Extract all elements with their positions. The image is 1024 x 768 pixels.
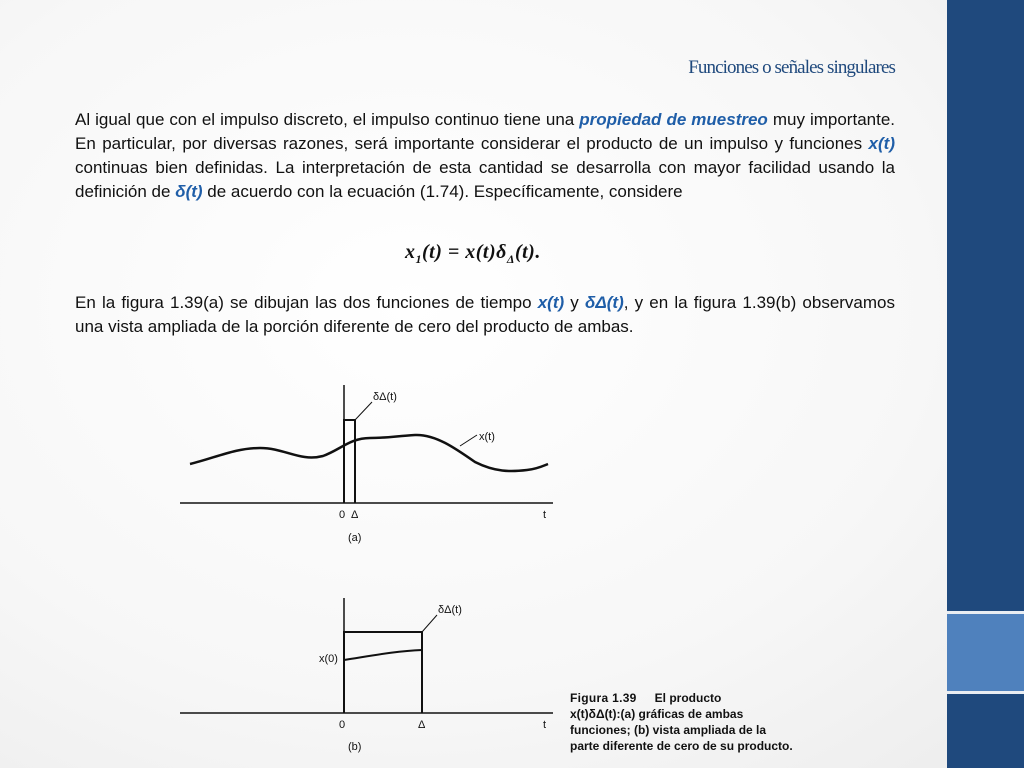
eq-part: (t). [514, 241, 541, 263]
slide-title: Funciones o señales singulares [688, 57, 895, 78]
emphasis: δ(t) [175, 182, 203, 201]
label-x0: x(0) [319, 653, 338, 665]
text: y [564, 293, 585, 312]
text: de acuerdo con la ecuación (1.74). Específicamente, considere [202, 182, 683, 201]
delta-pulse [344, 632, 422, 713]
figure-1-39 [165, 380, 565, 768]
emphasis: propiedad de muestreo [579, 110, 768, 129]
eq-part: (t) = x(t)δ [422, 241, 507, 263]
tick-delta-b: Δ [418, 719, 426, 731]
tick-zero-b: 0 [339, 719, 346, 731]
eq-subscript: Δ [506, 252, 515, 266]
eq-part: x [405, 241, 416, 263]
leader-delta [422, 615, 437, 632]
text: continuas bien definidas. La interpretación de esta cantidad se desarrolla con mayor facilidad usando la definición de [75, 158, 895, 201]
text: , y en la figura 1.39(b) observamos una vista ampliada de la porción diferente de cero del producto de ambas. [75, 293, 896, 336]
leader-delta [355, 402, 372, 420]
caption-text: x(t)δΔ(t):(a) gráficas de ambas funciones; (b) vista ampliada de la parte diferente de cero de su producto. [570, 707, 793, 753]
emphasis: x(t) [868, 134, 895, 153]
figure-a [180, 385, 553, 544]
sub-label-a: (a) [348, 532, 362, 544]
sidebar-accent-block [947, 614, 1024, 691]
emphasis: x(t) [537, 293, 565, 312]
product-curve [344, 650, 422, 660]
emphasis: δΔ(t) [584, 293, 624, 312]
tick-zero-a: 0 [339, 509, 346, 521]
paragraph-1 [75, 108, 895, 204]
text: Al igual que con el impulso discreto, el impulso continuo tiene una [75, 110, 580, 129]
label-delta-b: δΔ(t) [438, 604, 462, 616]
figure-b [180, 598, 553, 753]
text: muy importante. En particular, por diversas razones, será importante considerar el producto de un impulso y funciones [75, 110, 895, 153]
label-t-b: t [543, 719, 547, 731]
label-x-t: x(t) [479, 431, 495, 443]
eq-subscript: 1 [415, 252, 422, 266]
sidebar-divider [947, 691, 1024, 694]
caption-first: El producto [654, 691, 722, 705]
leader-x [460, 435, 477, 446]
sub-label-b: (b) [348, 741, 362, 753]
label-t-a: t [543, 509, 547, 521]
caption-figure-label: Figura 1.39 [570, 691, 637, 705]
label-delta-a: δΔ(t) [373, 391, 397, 403]
delta-pulse [344, 420, 355, 503]
paragraph-2 [75, 291, 895, 339]
figure-caption [570, 690, 795, 754]
equation [405, 241, 541, 267]
tick-delta-a: Δ [351, 509, 359, 521]
text: En la figura 1.39(a) se dibujan las dos funciones de tiempo [75, 293, 538, 312]
